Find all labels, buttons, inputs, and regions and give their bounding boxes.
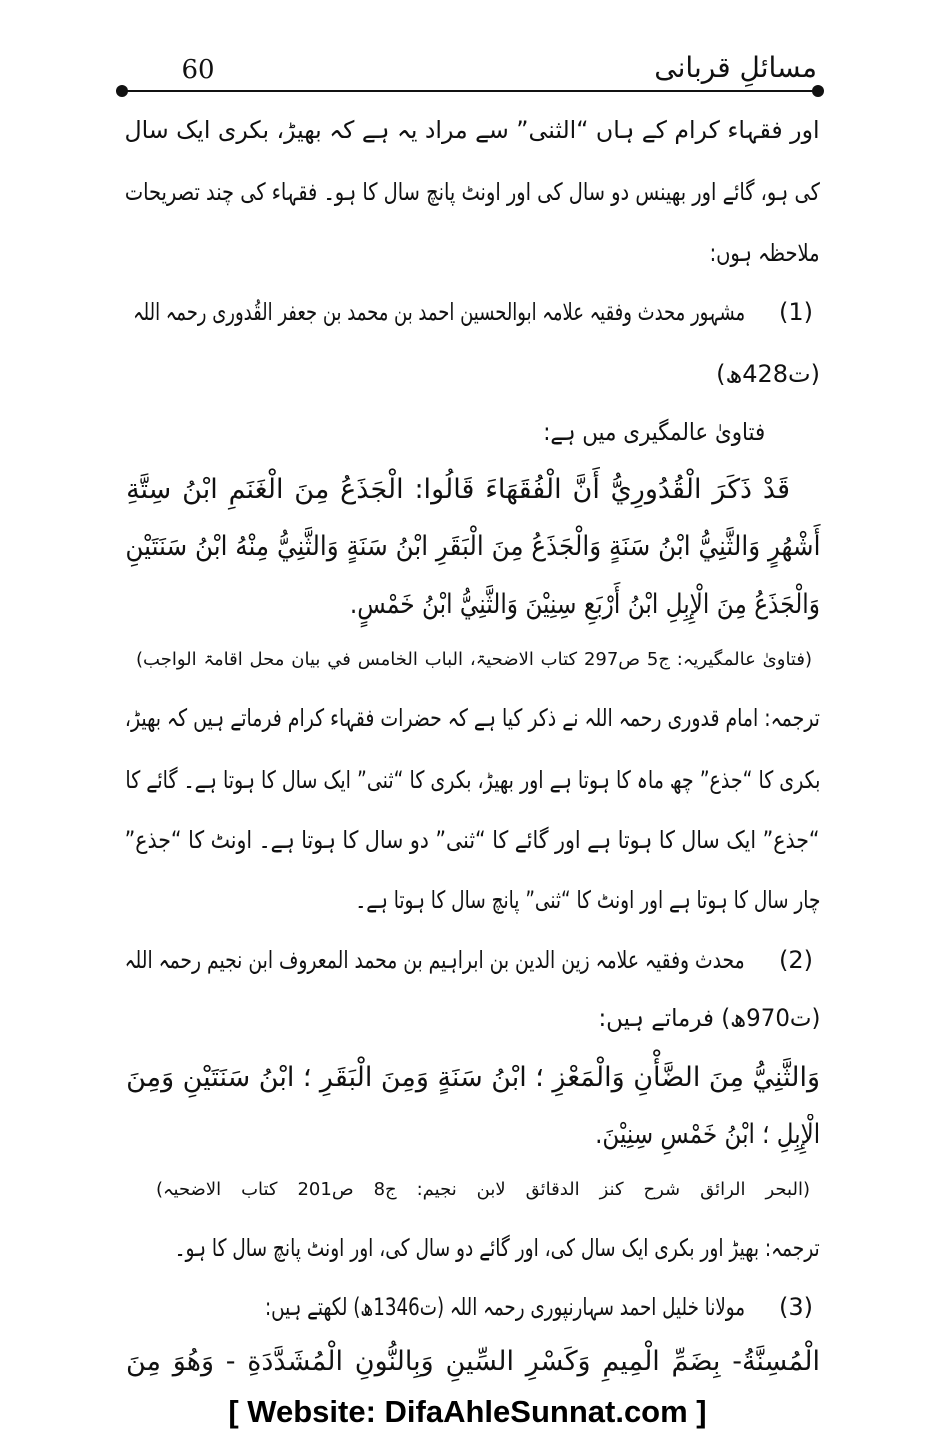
intro-line-text: اور فقہاء کرام کے ہاں “الثنی” سے مراد یہ ہے کہ بھیڑ، بکری ایک سال: [124, 116, 820, 144]
item-number-1: [765, 282, 813, 342]
arabic-quote-text: قَدْ ذَكَرَ الْقُدُورِيُّ أَنَّ الْفُقَهَاءَ قَالُوا: الْجَذَعُ مِنَ الْغَنَمِ ابْنُ سِتَّةِ: [126, 474, 790, 505]
page-number: 60: [181, 55, 215, 85]
intro-line: [710, 223, 820, 283]
translation-line: [355, 870, 820, 930]
arabic-quote-line: [125, 1048, 820, 1108]
item3-heading-text: مولانا خلیل احمد سہارنپوری رحمہ اللہ (ت1346ھ) لکھتے ہیں:: [264, 1293, 745, 1321]
item-number-text: (3): [779, 1293, 813, 1321]
item-number-2: [765, 930, 813, 990]
item-number-text: (1): [779, 298, 813, 326]
item-number-3: [765, 1277, 813, 1337]
citation-text: (فتاویٰ عالمگیریہ: ج5 ص297 کتاب الاضحیۃ، الباب الخامس في بیان محل اقامۃ الواجب): [136, 649, 812, 670]
translation-text: ترجمہ: امام قدوری رحمہ اللہ نے ذکر کیا ہے کہ حضرات فقہاء کرام فرماتے ہیں کہ بھیڑ،: [124, 704, 820, 732]
citation-line: [155, 1170, 810, 1210]
arabic-quote-text: وَالْجَذَعُ مِنَ الْإِبِلِ ابْنُ أَرْبَعِ سِنِيْنَ وَالثَّنِيُّ ابْنُ خَمْسٍ.: [349, 589, 820, 620]
item1-source-intro-text: فتاویٰ عالمگیری میں ہے:: [542, 418, 765, 446]
arabic-quote-line: [125, 1332, 820, 1392]
translation-line: [125, 810, 820, 870]
item2-heading-line: [125, 930, 745, 990]
header-rule: [124, 90, 816, 92]
translation-text: “جذع” ایک سال کا ہوتا ہے اور گائے کا “ثنی” دو سال کا ہوتا ہے۔ اونٹ کا “جذع”: [125, 826, 820, 854]
intro-line: [125, 100, 820, 160]
website-footer: [ Website: DifaAhleSunnat.com ]: [228, 1394, 707, 1429]
citation-text: (البحر الرائق شرح کنز الدقائق لابن نجیم: ج8 ص201 کتاب الاضحیہ): [155, 1179, 810, 1200]
arabic-quote-line: [125, 460, 790, 520]
header-rule-left-dot: [116, 85, 128, 97]
item-number-text: (2): [779, 946, 813, 974]
translation-line: [125, 750, 820, 810]
arabic-quote-text: الْمُسِنَّةُ- بِضَمِّ الْمِيمِ وَكَسْرِ السِّينِ وَبِالنُّونِ الْمُشَدَّدَةِ - وَهُوَ مِنَ: [126, 1346, 820, 1377]
intro-line-text: کی ہو، گائے اور بھینس دو سال کی اور اونٹ پانچ سال کا ہو۔ فقہاء کی چند تصریحات: [124, 178, 820, 206]
arabic-quote-text: أَشْهُرٍ وَالثَّنِيُّ ابْنُ سَنَةٍ وَالْجَذَعُ مِنَ الْبَقَرِ ابْنُ سَنَةٍ وَالثَّنِيُّ مِنْهُ ابْنُ سَنَتَيْنِ: [124, 531, 820, 562]
item2-heading-text: محدث وفقیہ علامہ زین الدین بن ابراہیم بن محمد المعروف ابن نجیم رحمہ اللہ: [124, 946, 745, 974]
translation-line: [125, 688, 820, 748]
header-rule-right-dot: [812, 85, 824, 97]
arabic-quote-line: [350, 575, 820, 635]
arabic-quote-line: [595, 1105, 820, 1165]
translation-text: ترجمہ: بھیڑ اور بکری ایک سال کی، اور گائے دو سال کی، اور اونٹ پانچ سال کا ہو۔: [175, 1234, 820, 1262]
item1-source-intro: [543, 402, 765, 462]
intro-line: [125, 162, 820, 222]
intro-line-text: ملاحظہ ہوں:: [710, 239, 820, 267]
item1-death-year-text: (ت428ھ): [716, 360, 820, 388]
translation-line: [175, 1218, 820, 1278]
arabic-quote-line: [125, 517, 820, 577]
running-head-title: مسائلِ قربانی: [654, 51, 817, 84]
citation-line: [135, 640, 812, 680]
arabic-quote-text: الْإِبِلِ ؛ ابْنُ خَمْسِ سِنِيْنَ.: [594, 1119, 820, 1150]
item3-heading-line: [265, 1277, 745, 1337]
translation-text: بکری کا “جذع” چھ ماہ کا ہوتا ہے اور بھیڑ، بکری کا “ثنی” ایک سال کا ہوتا ہے۔ گائے کا: [124, 766, 820, 794]
arabic-quote-text: وَالثَّنِيُّ مِنَ الضَّأْنِ وَالْمَعْزِ ؛ ابْنُ سَنَةٍ وَمِنَ الْبَقَرِ ؛ ابْنُ سَنَتَيْنِ وَمِنَ: [126, 1062, 820, 1093]
item2-heading-line: [598, 988, 820, 1048]
translation-text: چار سال کا ہوتا ہے اور اونٹ کا “ثنی” پانچ سال کا ہوتا ہے۔: [354, 886, 820, 914]
item2-heading-text: (ت970ھ) فرماتے ہیں:: [598, 1004, 820, 1032]
item1-heading-text: مشہور محدث وفقیہ علامہ ابوالحسین احمد بن محمد بن جعفر القُدوری رحمہ اللہ: [132, 298, 745, 326]
item1-death-year: [700, 344, 820, 404]
item1-heading-line: [133, 282, 745, 342]
